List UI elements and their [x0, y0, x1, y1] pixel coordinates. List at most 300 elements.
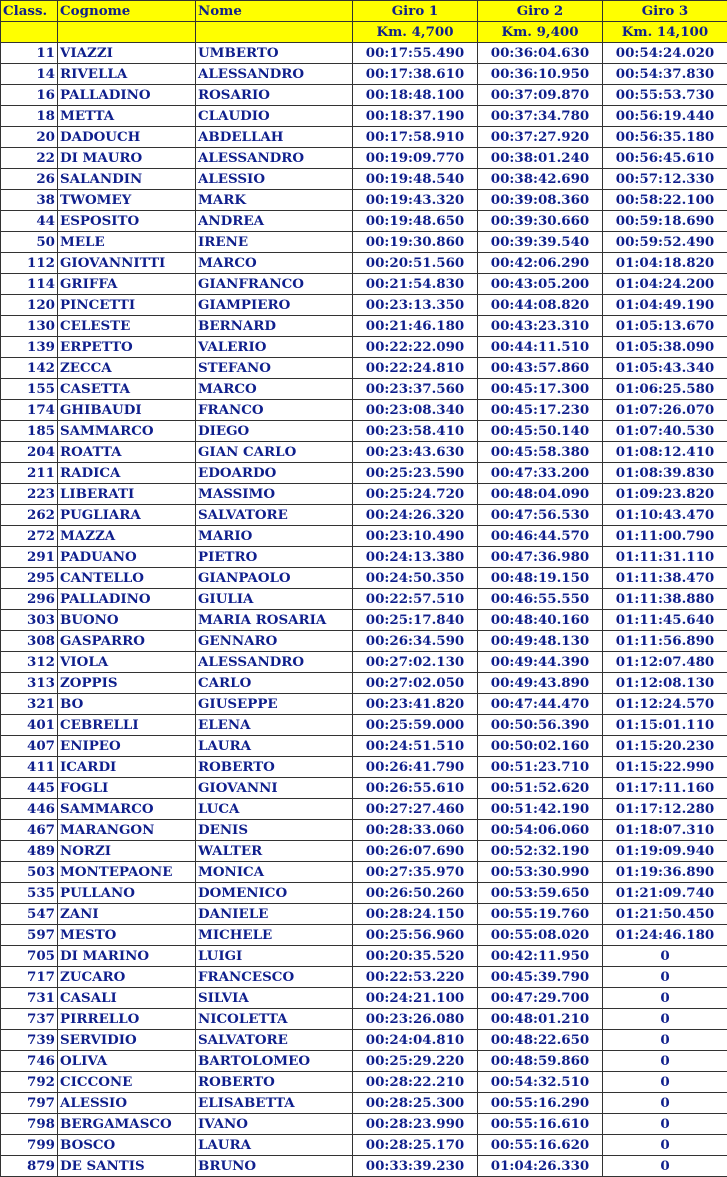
cell-lap1: 00:20:51.560	[353, 253, 478, 274]
cell-lap2: 00:45:50.140	[478, 421, 603, 442]
table-row	[1, 1093, 727, 1114]
cell-surname: PALLADINO	[58, 589, 196, 610]
table-row	[1, 1114, 727, 1135]
cell-lap3: 01:19:36.890	[603, 862, 727, 883]
cell-surname: DADOUCH	[58, 127, 196, 148]
cell-name: IVANO	[196, 1114, 353, 1135]
cell-lap2: 00:43:57.860	[478, 358, 603, 379]
cell-name: ELISABETTA	[196, 1093, 353, 1114]
cell-lap1: 00:17:58.910	[353, 127, 478, 148]
header-surname: Cognome	[58, 1, 196, 22]
cell-class: 142	[1, 358, 58, 379]
cell-lap2: 00:50:02.160	[478, 736, 603, 757]
header-blank-surname	[58, 22, 196, 43]
table-row	[1, 988, 727, 1009]
cell-class: 38	[1, 190, 58, 211]
table-row	[1, 484, 727, 505]
cell-class: 746	[1, 1051, 58, 1072]
cell-lap1: 00:26:55.610	[353, 778, 478, 799]
cell-lap2: 00:47:36.980	[478, 547, 603, 568]
cell-lap3: 00:58:22.100	[603, 190, 727, 211]
cell-class: 22	[1, 148, 58, 169]
cell-name: ALESSANDRO	[196, 64, 353, 85]
cell-lap1: 00:25:29.220	[353, 1051, 478, 1072]
cell-lap2: 00:47:56.530	[478, 505, 603, 526]
cell-lap2: 00:49:44.390	[478, 652, 603, 673]
cell-lap2: 00:48:22.650	[478, 1030, 603, 1051]
cell-lap1: 00:22:24.810	[353, 358, 478, 379]
cell-class: 445	[1, 778, 58, 799]
cell-surname: CICCONE	[58, 1072, 196, 1093]
cell-surname: PIRRELLO	[58, 1009, 196, 1030]
cell-class: 130	[1, 316, 58, 337]
cell-surname: PUGLIARA	[58, 505, 196, 526]
cell-surname: GHIBAUDI	[58, 400, 196, 421]
cell-class: 717	[1, 967, 58, 988]
cell-surname: DE SANTIS	[58, 1156, 196, 1177]
cell-lap3: 01:15:22.990	[603, 757, 727, 778]
table-header	[1, 1, 727, 43]
cell-lap2: 00:53:30.990	[478, 862, 603, 883]
table-row	[1, 673, 727, 694]
cell-lap3: 01:11:56.890	[603, 631, 727, 652]
cell-lap1: 00:17:38.610	[353, 64, 478, 85]
table-row	[1, 526, 727, 547]
table-row	[1, 652, 727, 673]
cell-lap3: 01:11:31.110	[603, 547, 727, 568]
cell-name: MASSIMO	[196, 484, 353, 505]
cell-lap1: 00:17:55.490	[353, 43, 478, 64]
cell-surname: DI MAURO	[58, 148, 196, 169]
cell-surname: ESPOSITO	[58, 211, 196, 232]
cell-class: 14	[1, 64, 58, 85]
cell-name: BARTOLOMEO	[196, 1051, 353, 1072]
table-row	[1, 421, 727, 442]
cell-surname: RIVELLA	[58, 64, 196, 85]
table-body	[1, 43, 727, 1177]
cell-name: ABDELLAH	[196, 127, 353, 148]
cell-lap2: 00:39:08.360	[478, 190, 603, 211]
cell-class: 185	[1, 421, 58, 442]
cell-name: MARCO	[196, 379, 353, 400]
cell-lap1: 00:24:13.380	[353, 547, 478, 568]
cell-name: GENNARO	[196, 631, 353, 652]
cell-name: CLAUDIO	[196, 106, 353, 127]
cell-name: BRUNO	[196, 1156, 353, 1177]
table-row	[1, 1135, 727, 1156]
cell-name: GIAN CARLO	[196, 442, 353, 463]
table-row	[1, 589, 727, 610]
cell-lap2: 00:54:06.060	[478, 820, 603, 841]
cell-lap1: 00:28:25.300	[353, 1093, 478, 1114]
cell-lap1: 00:25:59.000	[353, 715, 478, 736]
cell-lap1: 00:24:50.350	[353, 568, 478, 589]
cell-class: 44	[1, 211, 58, 232]
table-row	[1, 211, 727, 232]
cell-surname: GRIFFA	[58, 274, 196, 295]
cell-class: 739	[1, 1030, 58, 1051]
cell-lap1: 00:26:34.590	[353, 631, 478, 652]
cell-lap2: 00:45:58.380	[478, 442, 603, 463]
cell-surname: FOGLI	[58, 778, 196, 799]
cell-lap2: 01:04:26.330	[478, 1156, 603, 1177]
table-row	[1, 820, 727, 841]
cell-name: SALVATORE	[196, 1030, 353, 1051]
cell-class: 18	[1, 106, 58, 127]
cell-lap1: 00:23:37.560	[353, 379, 478, 400]
table-row	[1, 505, 727, 526]
cell-lap3: 01:04:49.190	[603, 295, 727, 316]
cell-lap3: 01:11:38.470	[603, 568, 727, 589]
cell-lap2: 00:46:55.550	[478, 589, 603, 610]
table-row	[1, 316, 727, 337]
cell-lap1: 00:23:43.630	[353, 442, 478, 463]
cell-surname: ZOPPIS	[58, 673, 196, 694]
cell-lap2: 00:47:33.200	[478, 463, 603, 484]
table-row	[1, 925, 727, 946]
header-row-titles	[1, 1, 727, 22]
cell-class: 16	[1, 85, 58, 106]
header-blank-class	[1, 22, 58, 43]
cell-lap1: 00:27:27.460	[353, 799, 478, 820]
cell-class: 705	[1, 946, 58, 967]
cell-name: PIETRO	[196, 547, 353, 568]
cell-class: 799	[1, 1135, 58, 1156]
cell-lap2: 00:39:39.540	[478, 232, 603, 253]
table-row	[1, 232, 727, 253]
cell-surname: CANTELLO	[58, 568, 196, 589]
table-row	[1, 442, 727, 463]
cell-name: GIANPAOLO	[196, 568, 353, 589]
cell-class: 308	[1, 631, 58, 652]
cell-lap1: 00:23:08.340	[353, 400, 478, 421]
cell-lap1: 00:25:56.960	[353, 925, 478, 946]
cell-class: 20	[1, 127, 58, 148]
table-row	[1, 610, 727, 631]
cell-name: MONICA	[196, 862, 353, 883]
cell-surname: VIAZZI	[58, 43, 196, 64]
cell-lap2: 00:45:17.300	[478, 379, 603, 400]
cell-lap3: 0	[603, 1093, 727, 1114]
cell-lap3: 01:17:12.280	[603, 799, 727, 820]
table-row	[1, 778, 727, 799]
table-row	[1, 1072, 727, 1093]
cell-lap2: 00:42:06.290	[478, 253, 603, 274]
table-row	[1, 148, 727, 169]
cell-class: 597	[1, 925, 58, 946]
cell-class: 489	[1, 841, 58, 862]
cell-lap1: 00:19:30.860	[353, 232, 478, 253]
cell-lap3: 00:55:53.730	[603, 85, 727, 106]
cell-lap2: 00:55:16.610	[478, 1114, 603, 1135]
cell-surname: SALANDIN	[58, 169, 196, 190]
cell-name: ALESSANDRO	[196, 148, 353, 169]
table-row	[1, 106, 727, 127]
table-row	[1, 547, 727, 568]
cell-lap3: 01:21:09.740	[603, 883, 727, 904]
cell-name: GIULIA	[196, 589, 353, 610]
cell-name: DIEGO	[196, 421, 353, 442]
cell-class: 120	[1, 295, 58, 316]
cell-class: 792	[1, 1072, 58, 1093]
header-class: Class.	[1, 1, 58, 22]
cell-lap1: 00:28:24.150	[353, 904, 478, 925]
cell-class: 155	[1, 379, 58, 400]
table-row	[1, 631, 727, 652]
cell-surname: TWOMEY	[58, 190, 196, 211]
cell-lap3: 01:12:08.130	[603, 673, 727, 694]
cell-surname: GASPARRO	[58, 631, 196, 652]
cell-lap3: 01:08:12.410	[603, 442, 727, 463]
cell-lap2: 00:47:29.700	[478, 988, 603, 1009]
cell-lap2: 00:38:01.240	[478, 148, 603, 169]
cell-lap1: 00:19:48.540	[353, 169, 478, 190]
cell-lap3: 00:56:45.610	[603, 148, 727, 169]
cell-lap3: 00:56:35.180	[603, 127, 727, 148]
cell-surname: ENIPEO	[58, 736, 196, 757]
cell-lap3: 0	[603, 1009, 727, 1030]
table-row	[1, 904, 727, 925]
cell-class: 296	[1, 589, 58, 610]
header-km3: Km. 14,100	[603, 22, 727, 43]
cell-lap3: 01:04:18.820	[603, 253, 727, 274]
header-km2: Km. 9,400	[478, 22, 603, 43]
cell-lap2: 00:45:17.230	[478, 400, 603, 421]
cell-class: 50	[1, 232, 58, 253]
cell-lap2: 00:36:04.630	[478, 43, 603, 64]
cell-lap3: 00:56:19.440	[603, 106, 727, 127]
cell-lap2: 00:43:23.310	[478, 316, 603, 337]
table-row	[1, 274, 727, 295]
cell-lap3: 0	[603, 967, 727, 988]
cell-surname: PINCETTI	[58, 295, 196, 316]
cell-lap3: 0	[603, 1051, 727, 1072]
cell-surname: CELESTE	[58, 316, 196, 337]
cell-name: FRANCESCO	[196, 967, 353, 988]
cell-class: 174	[1, 400, 58, 421]
header-row-distances	[1, 22, 727, 43]
cell-lap2: 00:52:32.190	[478, 841, 603, 862]
cell-lap1: 00:24:04.810	[353, 1030, 478, 1051]
cell-lap2: 00:38:42.690	[478, 169, 603, 190]
cell-name: SILVIA	[196, 988, 353, 1009]
cell-surname: ZANI	[58, 904, 196, 925]
table-row	[1, 379, 727, 400]
cell-name: EDOARDO	[196, 463, 353, 484]
cell-class: 411	[1, 757, 58, 778]
cell-name: LUCA	[196, 799, 353, 820]
cell-lap1: 00:22:57.510	[353, 589, 478, 610]
cell-lap1: 00:24:26.320	[353, 505, 478, 526]
cell-class: 798	[1, 1114, 58, 1135]
cell-name: ROSARIO	[196, 85, 353, 106]
cell-surname: DI MARINO	[58, 946, 196, 967]
cell-lap3: 0	[603, 1072, 727, 1093]
cell-lap1: 00:27:02.130	[353, 652, 478, 673]
cell-name: FRANCO	[196, 400, 353, 421]
table-row	[1, 400, 727, 421]
table-row	[1, 127, 727, 148]
cell-class: 407	[1, 736, 58, 757]
table-row	[1, 568, 727, 589]
cell-lap1: 00:25:17.840	[353, 610, 478, 631]
cell-lap3: 01:12:07.480	[603, 652, 727, 673]
cell-lap3: 0	[603, 1030, 727, 1051]
cell-name: WALTER	[196, 841, 353, 862]
table-row	[1, 358, 727, 379]
cell-lap1: 00:19:48.650	[353, 211, 478, 232]
cell-lap3: 01:07:26.070	[603, 400, 727, 421]
cell-surname: MAZZA	[58, 526, 196, 547]
cell-lap3: 01:06:25.580	[603, 379, 727, 400]
cell-lap1: 00:20:35.520	[353, 946, 478, 967]
cell-surname: ZUCARO	[58, 967, 196, 988]
cell-name: BERNARD	[196, 316, 353, 337]
cell-lap3: 01:11:45.640	[603, 610, 727, 631]
cell-surname: BUONO	[58, 610, 196, 631]
cell-surname: ROATTA	[58, 442, 196, 463]
cell-lap1: 00:25:24.720	[353, 484, 478, 505]
cell-surname: BERGAMASCO	[58, 1114, 196, 1135]
cell-surname: CASALI	[58, 988, 196, 1009]
cell-surname: CASETTA	[58, 379, 196, 400]
cell-lap2: 00:44:08.820	[478, 295, 603, 316]
cell-lap3: 01:11:00.790	[603, 526, 727, 547]
cell-surname: GIOVANNITTI	[58, 253, 196, 274]
cell-name: ALESSIO	[196, 169, 353, 190]
cell-lap2: 00:39:30.660	[478, 211, 603, 232]
cell-name: STEFANO	[196, 358, 353, 379]
cell-lap2: 00:42:11.950	[478, 946, 603, 967]
table-row	[1, 253, 727, 274]
cell-lap2: 00:51:42.190	[478, 799, 603, 820]
cell-lap3: 0	[603, 1114, 727, 1135]
table-row	[1, 1030, 727, 1051]
cell-lap3: 01:21:50.450	[603, 904, 727, 925]
table-row	[1, 1156, 727, 1177]
cell-name: MARIA ROSARIA	[196, 610, 353, 631]
cell-lap3: 01:05:43.340	[603, 358, 727, 379]
cell-class: 211	[1, 463, 58, 484]
cell-lap3: 01:17:11.160	[603, 778, 727, 799]
cell-lap1: 00:21:46.180	[353, 316, 478, 337]
cell-class: 291	[1, 547, 58, 568]
cell-lap2: 00:53:59.650	[478, 883, 603, 904]
cell-lap2: 00:48:19.150	[478, 568, 603, 589]
cell-lap2: 00:55:16.620	[478, 1135, 603, 1156]
cell-lap2: 00:51:52.620	[478, 778, 603, 799]
cell-lap3: 0	[603, 1156, 727, 1177]
cell-lap1: 00:19:43.320	[353, 190, 478, 211]
cell-class: 223	[1, 484, 58, 505]
cell-surname: ZECCA	[58, 358, 196, 379]
cell-lap1: 00:19:09.770	[353, 148, 478, 169]
table-row	[1, 694, 727, 715]
header-blank-name	[196, 22, 353, 43]
cell-name: ROBERTO	[196, 1072, 353, 1093]
cell-surname: PADUANO	[58, 547, 196, 568]
cell-surname: NORZI	[58, 841, 196, 862]
cell-lap1: 00:23:10.490	[353, 526, 478, 547]
cell-name: VALERIO	[196, 337, 353, 358]
cell-lap1: 00:33:39.230	[353, 1156, 478, 1177]
cell-name: LAURA	[196, 1135, 353, 1156]
cell-surname: ALESSIO	[58, 1093, 196, 1114]
cell-lap3: 01:19:09.940	[603, 841, 727, 862]
cell-surname: SAMMARCO	[58, 421, 196, 442]
table-row	[1, 64, 727, 85]
cell-name: GIAMPIERO	[196, 295, 353, 316]
table-row	[1, 946, 727, 967]
cell-lap2: 00:46:44.570	[478, 526, 603, 547]
cell-surname: SERVIDIO	[58, 1030, 196, 1051]
cell-surname: SAMMARCO	[58, 799, 196, 820]
cell-class: 879	[1, 1156, 58, 1177]
cell-class: 295	[1, 568, 58, 589]
cell-surname: PALLADINO	[58, 85, 196, 106]
cell-class: 467	[1, 820, 58, 841]
cell-name: UMBERTO	[196, 43, 353, 64]
cell-surname: PULLANO	[58, 883, 196, 904]
cell-class: 26	[1, 169, 58, 190]
cell-surname: RADICA	[58, 463, 196, 484]
cell-name: LUIGI	[196, 946, 353, 967]
cell-name: LAURA	[196, 736, 353, 757]
cell-name: MARIO	[196, 526, 353, 547]
cell-surname: CEBRELLI	[58, 715, 196, 736]
table-row	[1, 715, 727, 736]
cell-lap3: 01:24:46.180	[603, 925, 727, 946]
cell-lap1: 00:22:53.220	[353, 967, 478, 988]
cell-name: GIOVANNI	[196, 778, 353, 799]
header-lap1: Giro 1	[353, 1, 478, 22]
cell-name: CARLO	[196, 673, 353, 694]
cell-lap1: 00:25:23.590	[353, 463, 478, 484]
cell-name: MARK	[196, 190, 353, 211]
cell-lap2: 00:50:56.390	[478, 715, 603, 736]
cell-name: ALESSANDRO	[196, 652, 353, 673]
cell-surname: ERPETTO	[58, 337, 196, 358]
cell-lap2: 00:48:04.090	[478, 484, 603, 505]
cell-surname: MONTEPAONE	[58, 862, 196, 883]
table-row	[1, 169, 727, 190]
table-row	[1, 841, 727, 862]
cell-lap1: 00:24:51.510	[353, 736, 478, 757]
cell-lap3: 01:15:01.110	[603, 715, 727, 736]
cell-lap3: 0	[603, 988, 727, 1009]
cell-lap2: 00:37:27.920	[478, 127, 603, 148]
cell-lap2: 00:48:59.860	[478, 1051, 603, 1072]
cell-class: 737	[1, 1009, 58, 1030]
cell-class: 204	[1, 442, 58, 463]
cell-surname: ICARDI	[58, 757, 196, 778]
cell-lap1: 00:26:41.790	[353, 757, 478, 778]
cell-class: 303	[1, 610, 58, 631]
cell-name: ANDREA	[196, 211, 353, 232]
cell-class: 272	[1, 526, 58, 547]
table-row	[1, 799, 727, 820]
cell-lap2: 00:44:11.510	[478, 337, 603, 358]
cell-name: MICHELE	[196, 925, 353, 946]
cell-lap2: 00:54:32.510	[478, 1072, 603, 1093]
cell-name: GIUSEPPE	[196, 694, 353, 715]
cell-lap1: 00:27:02.050	[353, 673, 478, 694]
cell-name: DENIS	[196, 820, 353, 841]
table-row	[1, 967, 727, 988]
cell-lap2: 00:51:23.710	[478, 757, 603, 778]
cell-class: 114	[1, 274, 58, 295]
cell-lap2: 00:55:08.020	[478, 925, 603, 946]
